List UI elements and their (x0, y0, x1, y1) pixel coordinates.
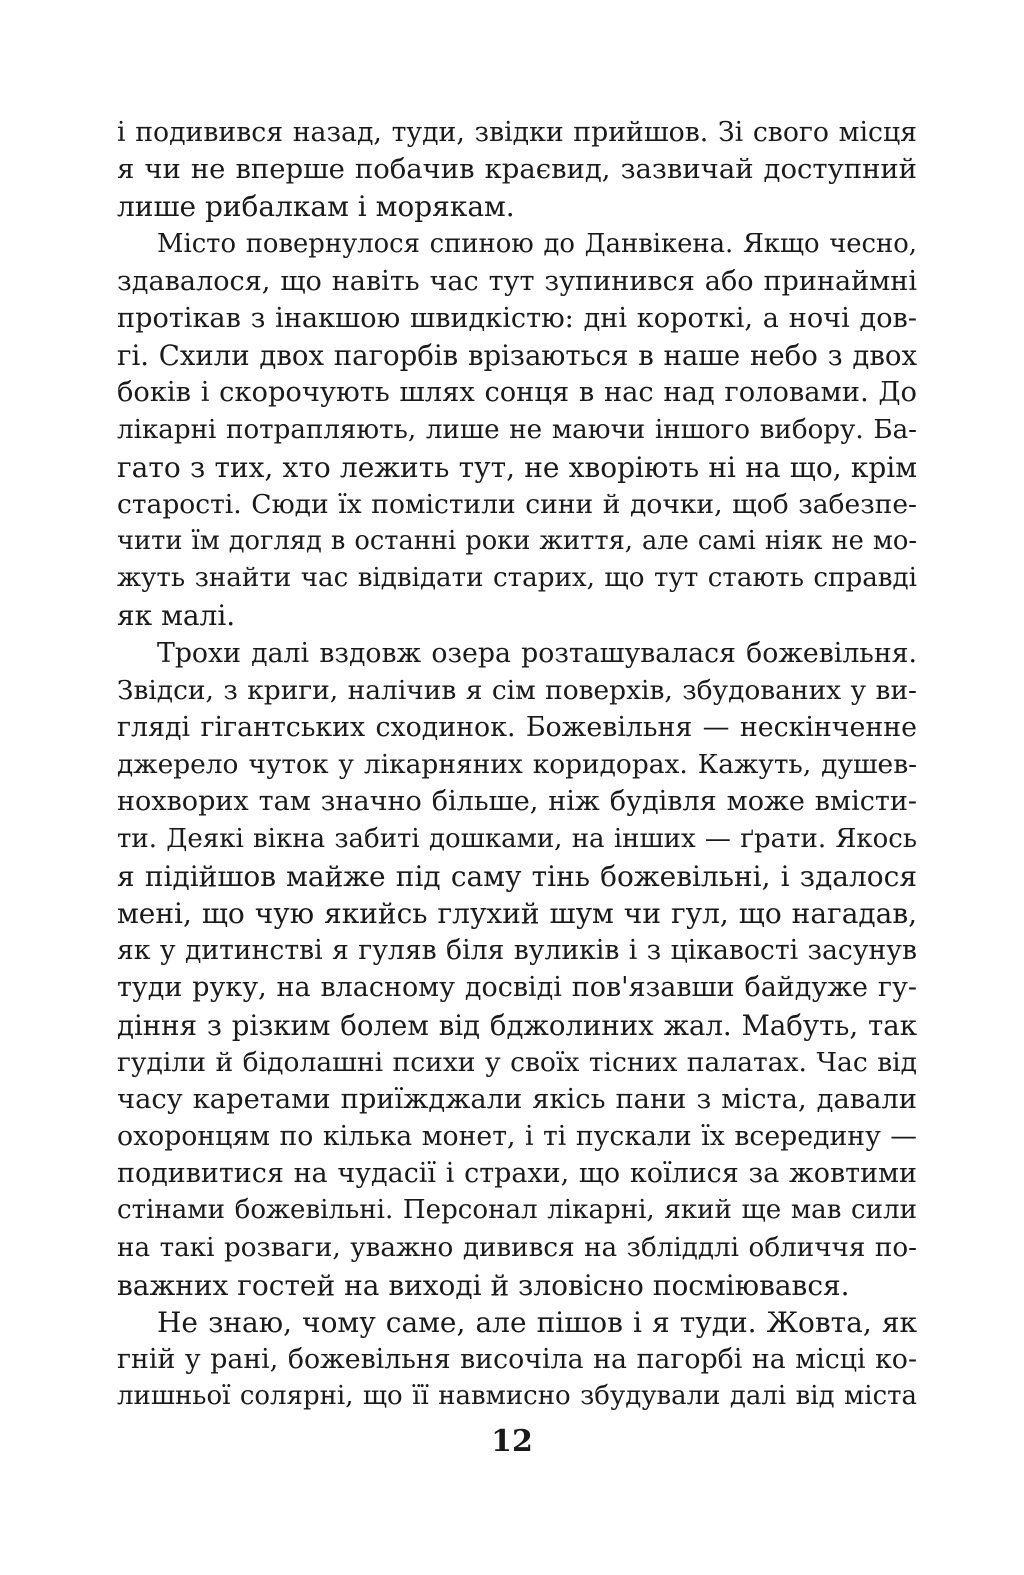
text-line: протікав з інакшою швидкістю: дні короткі, а ночі дов- (117, 302, 917, 334)
paragraph-4 (117, 1304, 917, 1416)
text-line: боків і скорочують шлях сонця в нас над головами. До (117, 377, 917, 409)
text-line: гляді гігантських сходинок. Божевільня — нескінченне (117, 712, 917, 743)
page-number: 12 (491, 1424, 533, 1459)
text-line: Звідси, з криги, налічив я сім поверхів, збудованих у ви- (117, 674, 917, 706)
text-line: гато з тих, хто лежить тут, не хворіють ні на що, крім (117, 450, 917, 484)
text-line: Місто повернулося спиною до Данвікена. Якщо чесно, (157, 228, 917, 259)
paragraph-1 (117, 114, 917, 226)
text-line: ти. Деякі вікна забиті дошками, на інших — ґрати. Якось (117, 823, 917, 854)
text-line: мені, що чую якийсь глухий шум чи гул, що нагадав, (117, 896, 917, 930)
text-line: Не знаю, чому саме, але пішов і я туди. Жовта, як (157, 1306, 917, 1339)
text-line: жуть знайти час відвідати старих, що тут стають справді (117, 563, 917, 594)
page-text-body (117, 114, 917, 1416)
text-line: чити їм догляд в останні роки життя, але самі ніяк не мо- (117, 526, 917, 557)
text-line: туди руку, на власному досвіді пов'язавши байдуже гу- (117, 972, 917, 1004)
text-line: я підійшов майже під саму тінь божевільні, і здалося (117, 859, 917, 893)
text-line: старості. Сюди їх помістили сини й дочки, щоб забезпе- (117, 488, 917, 520)
text-line: гній у рані, божевільня височіла на пагорбі на місці ко- (117, 1344, 917, 1376)
text-line: як малі. (117, 599, 236, 633)
text-line: лише рибалкам і морякам. (117, 190, 515, 224)
text-line: подивитися на чудасії і страхи, що коїлися за жовтими (117, 1158, 917, 1190)
text-line: важних гостей на виході й зловісно посміювався. (117, 1268, 850, 1302)
text-line: як у дитинстві я гуляв біля вуликів і з цікавості засунув (117, 935, 917, 967)
text-line: гі. Схили двох пагорбів врізаються в наше небо з двох (117, 339, 917, 373)
paragraph-2 (117, 226, 917, 635)
text-line: Трохи далі вздовж озера розташувалася божевільня. (157, 637, 917, 669)
text-line: джерело чуток у лікарняних коридорах. Кажуть, душев- (117, 749, 917, 781)
text-line: і подивився назад, туди, звідки прийшов. Зі свого місця (117, 117, 917, 148)
text-line: лікарні потрапляють, лише не маючи іншого вибору. Ба- (117, 414, 917, 445)
text-line: я чи не вперше побачив краєвид, зазвичай доступний (117, 153, 917, 186)
text-line: гуділи й бідолашні психи у своїх тісних палатах. Час від (117, 1046, 917, 1078)
text-line: діння з різким болем від бджолиних жал. Мабуть, так (117, 1008, 917, 1042)
text-line: охоронцям по кілька монет, і ті пускали їх всередину — (117, 1121, 917, 1153)
text-line: часу каретами приїжджали якісь пани з міста, давали (117, 1083, 917, 1115)
text-line: лишньої солярні, що її навмисно збудували далі від міста (117, 1381, 917, 1412)
paragraph-3 (117, 635, 917, 1304)
text-line: здавалося, що навіть час тут зупинився або принаймні (117, 265, 917, 297)
text-line: стінами божевільні. Персонал лікарні, який ще мав сили (117, 1195, 917, 1226)
text-line: на такі розваги, уважно дивився на збліддлі обличчя по- (117, 1232, 917, 1263)
text-line: нохворих там значно більше, ніж будівля може вмісти- (117, 786, 917, 818)
